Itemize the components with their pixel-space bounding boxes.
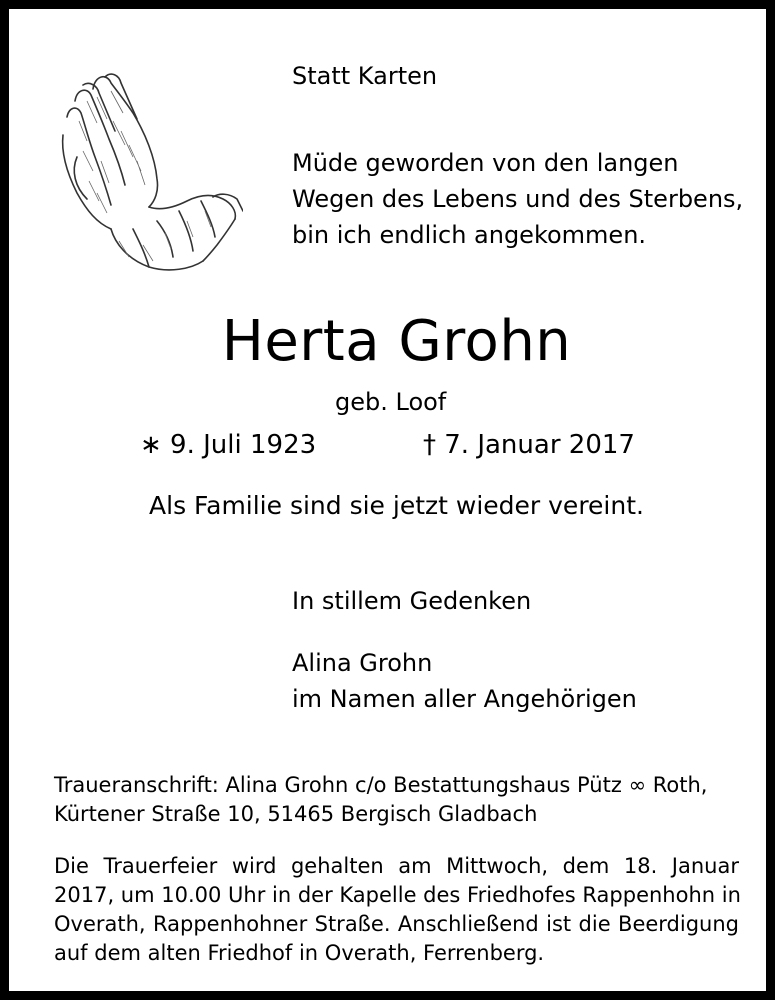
header-text: Statt Karten <box>292 62 438 90</box>
quote-line: Müde geworden von den langen <box>292 149 679 177</box>
remembrance-text: In stillem Gedenken <box>292 587 532 615</box>
ceremony-info <box>54 852 739 968</box>
ceremony-line: auf dem alten Friedhof in Overath, Ferrenberg. <box>54 941 545 965</box>
signer <box>292 645 637 717</box>
birth-name: geb. Loof <box>335 388 447 416</box>
birth-date: ∗ 9. Juli 1923 <box>140 430 317 460</box>
mourning-address <box>54 771 707 829</box>
signer-name: Alina Grohn <box>292 649 433 677</box>
address-line: Kürtener Straße 10, 51465 Bergisch Gladbach <box>54 802 538 826</box>
motto: Als Familie sind sie jetzt wieder vereint. <box>149 491 644 520</box>
death-date: † 7. Januar 2017 <box>423 430 635 460</box>
ceremony-line: Die Trauerfeier wird gehalten am Mittwoch, dem 18. Januar <box>54 854 739 878</box>
ceremony-line: Overath, Rappenhohner Straße. Anschließend ist die Beerdigung <box>54 912 739 936</box>
address-line: Traueranschrift: Alina Grohn c/o Bestattungshaus Pütz ∞ Roth, <box>54 773 708 797</box>
ceremony-line: 2017, um 10.00 Uhr in der Kapelle des Friedhofes Rappenhohn in <box>54 883 741 907</box>
signer-note: im Namen aller Angehörigen <box>292 685 637 713</box>
quote-line: Wegen des Lebens und des Sterbens, <box>292 185 744 213</box>
quote-line: bin ich endlich angekommen. <box>292 221 647 249</box>
praying-hands-icon <box>53 61 243 281</box>
deceased-name: Herta Grohn <box>221 309 572 374</box>
quote <box>292 145 743 253</box>
